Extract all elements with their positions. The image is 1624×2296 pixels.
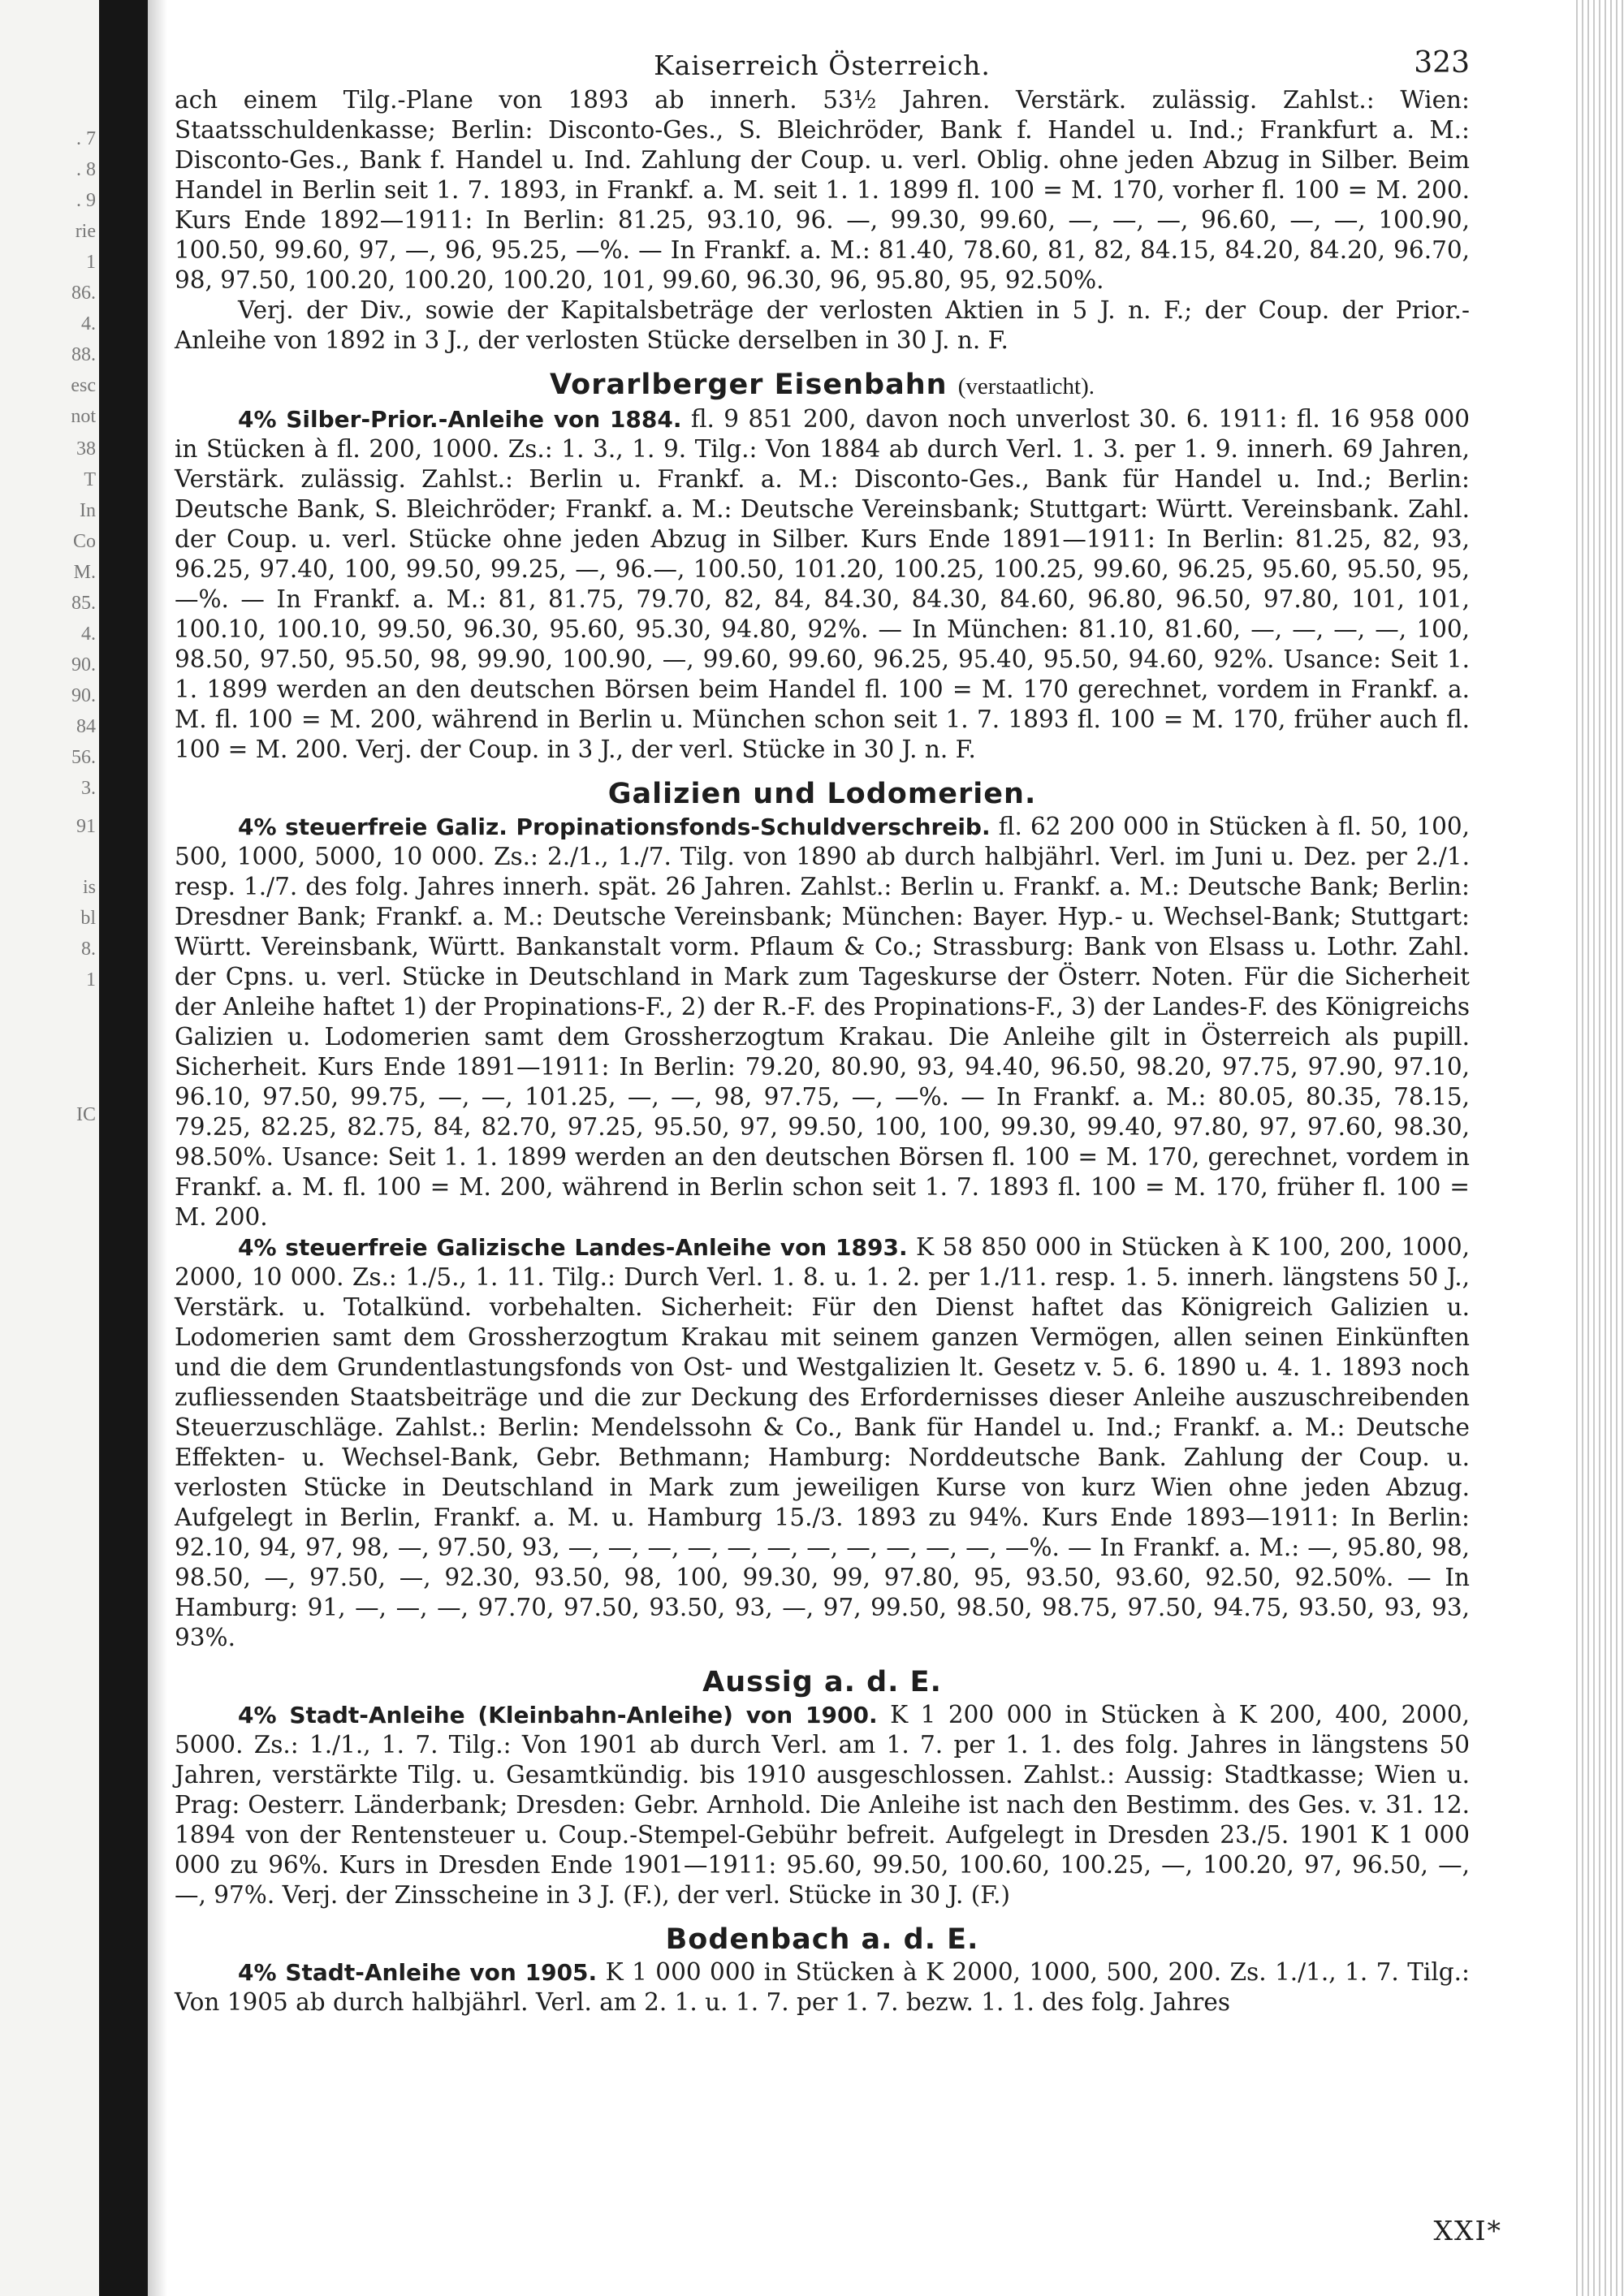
bleed-text: . 9 [76,190,96,211]
bond-title: 4% Stadt-Anleihe von 1905. [238,1959,598,1986]
body-paragraph [175,1957,1470,2018]
section-heading: Aussig a. d. E. [702,1666,942,1698]
bleed-text: 1 [86,252,96,273]
bond-title: 4% Stadt-Anleihe (Kleinbahn-Anleihe) von 1900. [238,1702,878,1728]
bleed-text: 90. [71,654,96,675]
section-heading: Bodenbach a. d. E. [665,1923,979,1956]
bleed-text: . 7 [76,128,96,149]
bond-details: fl. 9 851 200, davon noch unverlost 30. 6. 1911: fl. 16 958 000 in Stücken à fl. 200, 1000. Zs.: 1. 3., 1. 9. Tilg.: Von 1884 ab durch Verl. 1. 3. per 1. 9. innerh. 69 Jahren, Verstärk. zulässig. Zahlst.: Berlin u. Frankf. a. M.: Disconto-Ges., Bank für Handel u. Ind.; Berlin: Deutsche Bank, S. Bleichröder; Frankf. a. M.: Deutsche Vereinsbank; Stuttgart: Württ. Vereinsbank. Zahl. der Coup. u. verl. Stücke ohne jeden Abzug in Silber. Kurs Ende 1891—1911: In Berlin: 81.25, 82, 93, 96.25, 97.40, 100, 99.50, 99.25, —, 96.—, 100.50, 101.20, 100.25, 100.25, 99.60, 96.25, 95.60, 95.50, 95, —%. — In Frankf. a. M.: 81, 81.75, 79.70, 82, 84, 84.30, 84.30, 84.60, 96.80, 96.50, 97.80, 101, 101, 100.10, 100.10, 99.50, 96.30, 95.60, 95.30, 94.80, 92%. — In München: 81.10, 81.60, —, —, —, —, 100, 98.50, 97.50, 95.50, 98, 99.90, 100.90, —, 99.60, 99.60, 96.25, 95.40, 95.50, 94.60, 92%. Usance: Seit 1. 1. 1899 werden an den deutschen Börsen beim Handel fl. 100 = M. 170 gerechnet, vordem in Frankf. a. M. fl. 100 = M. 200, während in Berlin u. München schon seit 1. 7. 1893 fl. 100 = M. 170, früher auch fl. 100 = M. 200. Verj. der Coup. in 3 J., der verl. Stücke in 30 J. n. F. [175,405,1470,763]
bleed-text: 91 [76,816,96,837]
page-number: 323 [1414,46,1470,80]
body-paragraph: ach einem Tilg.-Plane von 1893 ab innerh. 53½ Jahren. Verstärk. zulässig. Zahlst.: Wien: Staatsschuldenkasse; Berlin: Disconto-Ges., S. Bleichröder, Bank f. Handel u. Ind.; Frankfurt a. M.: Disconto-Ges., Bank f. Handel u. Ind. Zahlung der Coup. u. verl. Oblig. ohne jeden Abzug in Silber. Beim Handel in Berlin seit 1. 7. 1893, in Frankf. a. M. seit 1. 1. 1899 fl. 100 = M. 170, vorher fl. 100 = M. 200. Kurs Ende 1892—1911: In Berlin: 81.25, 93.10, 96. —, 99.30, 99.60, —, —, —, 96.60, —, —, 100.90, 100.50, 99.60, 97, —, 96, 95.25, —%. — In Frankf. a. M.: 81.40, 78.60, 81, 82, 84.15, 84.20, 84.20, 96.70, 98, 97.50, 100.20, 100.20, 100.20, 101, 99.60, 96.30, 96, 95.80, 95, 92.50%. [175,86,1470,294]
bleed-text: 8. [81,939,96,960]
section-heading-text: Vorarlberger Eisenbahn [549,369,948,401]
bleed-text: Co [72,531,96,552]
bond-title: 4% Silber-Prior.-Anleihe von 1884. [238,406,682,433]
page-header [175,45,1470,85]
bond-details: K 1 200 000 in Stücken à K 200, 400, 2000, 5000. Zs.: 1./1., 1. 7. Tilg.: Von 1901 ab durch Verl. am 1. 7. per 1. 1. des folg. Jahres in längstens 50 Jahren, verstärkte Tilg. u. Gesamtkündig. bis 1910 ausgeschlossen. Zahlst.: Aussig: Stadtkasse; Wien u. Prag: Oesterr. Länderbank; Dresden: Gebr. Arnhold. Die Anleihe ist nach den Bestimm. des Ges. v. 31. 12. 1894 von der Rentensteuer u. Coup.-Stempel-Gebühr befreit. Aufgelegt in Dresden 23./5. 1901 K 1 000 000 zu 96%. Kurs in Dresden Ende 1901—1911: 95.60, 99.50, 100.60, 100.25, —, 100.20, 97, 96.50, —, —, 97%. Verj. der Zinsscheine in 3 J. (F.), der verl. Stücke in 30 J. (F.) [175,1701,1470,1909]
bleed-text: not [71,406,96,427]
bleed-text: In [80,500,96,521]
bleed-text: 84 [76,716,96,737]
bleed-text: bl [80,908,96,929]
bleed-text: 88. [71,344,96,365]
section-heading-note: (verstaatlicht). [957,373,1095,399]
entry-vorarlberger-eisenbahn [175,367,1470,765]
bleed-text: 85. [71,593,96,614]
bleed-text: M. [73,562,96,583]
body-paragraph: Verj. der Div., sowie der Kapitalsbeträge der verlosten Aktien in 5 J. n. F.; der Coup. der Prior.-Anleihe von 1892 in 3 J., der verlosten Stücke derselben in 30 J. n. F. [175,296,1470,354]
page-edge-stack [1572,0,1624,2296]
bleed-text: 86. [71,283,96,304]
book-binding-shadow [99,0,148,2296]
bond-details: fl. 62 200 000 in Stücken à fl. 50, 100, 500, 1000, 5000, 10 000. Zs.: 2./1., 1./7. Tilg. von 1890 ab durch halbjährl. Verl. im Juni u. Dez. per 2./1. resp. 1./7. des folg. Jahres innerh. spät. 26 Jahren. Zahlst.: Berlin u. Frankf. a. M.: Deutsche Bank; Berlin: Dresdner Bank; Frankf. a. M.: Deutsche Vereinsbank; München: Bayer. Hyp.- u. Wechsel-Bank; Stuttgart: Württ. Vereinsbank, Württ. Bankanstalt vorm. Pflaum & Co.; Strassburg: Bank von Elsass u. Lothr. Zahl. der Cpns. u. verl. Stücke in Deutschland in Mark zum Tageskurse der Österr. Noten. Für die Sicherheit der Anleihe haftet 1) der Propinations-F., 2) der R.-F. des Propinations-F., 3) der Landes-F. des Königreichs Galizien u. Lodomerien samt dem Grossherzogtum Krakau. Die Anleihe gilt in Österreich als pupill. Sicherheit. Kurs Ende 1891—1911: In Berlin: 79.20, 80.90, 93, 94.40, 96.50, 98.20, 97.75, 97.90, 97.10, 96.10, 97.50, 99.75, —, —, 101.25, —, —, 98, 97.75, —, —%. — In Frankf. a. M.: 80.05, 80.35, 78.15, 79.25, 82.25, 82.75, 84, 82.70, 97.25, 95.50, 97, 99.50, 100, 100, 99.30, 99.40, 97.80, 97, 97.60, 98.30, 98.50%. Usance: Seit 1. 1. 1899 werden an den deutschen Börsen fl. 100 = M. 170, gerechnet, vordem in Frankf. a. M. fl. 100 = M. 200, während in Berlin schon seit 1. 7. 1893 fl. 100 = M. 170, früher fl. 100 = M. 200. [175,813,1470,1231]
bond-title: 4% steuerfreie Galiz. Propinationsfonds-Schuldverschreib. [238,814,991,840]
entry-continuation [175,85,1470,356]
section-heading: Galizien und Lodomerien. [607,778,1037,810]
bleed-text: 1 [86,969,96,990]
printer-signature-mark: XXI* [1433,2215,1502,2246]
running-title: Kaiserreich Österreich. [654,50,991,81]
body-paragraph [175,1232,1470,1653]
bleed-text: 38 [76,438,96,460]
body-paragraph [175,404,1470,765]
bond-title: 4% steuerfreie Galizische Landes-Anleihe von 1893. [238,1234,908,1261]
bleed-text: esc [71,375,96,396]
bleed-text: IC [76,1104,96,1125]
bleed-text: 4. [81,313,96,334]
section-heading [175,367,1470,404]
body-paragraph [175,1700,1470,1910]
bond-details: K 1 000 000 in Stücken à K 2000, 1000, 500, 200. Zs. 1./1., 1. 7. Tilg.: Von 1905 ab durch halbjährl. Verl. am 2. 1. u. 1. 7. per 1. 7. bezw. 1. 1. des folg. Jahres [175,1958,1470,2016]
bleed-text: rie [75,221,96,242]
bond-details: K 58 850 000 in Stücken à K 100, 200, 1000, 2000, 10 000. Zs.: 1./5., 1. 11. Tilg.: Durch Verl. 1. 8. u. 1. 2. per 1./11. resp. 1. 5. innerh. längstens 50 J., Verstärk. u. Totalkünd. vorbehalten. Sicherheit: Für den Dienst haftet das Königreich Galizien u. Lodomerien samt dem Grossherzogtum Krakau mit seinem ganzen Vermögen, allen seinen Einkünften und die dem Grundentlastungsfonds von Ost- und Westgalizien lt. Gesetz v. 5. 6. 1890 u. 4. 1. 1893 noch zufliessenden Staatsbeiträge und die zur Deckung des Erfordernisses dieser Anleihe auszuschreibenden Steuerzuschläge. Zahlst.: Berlin: Mendelssohn & Co., Bank für Handel u. Ind.; Frankf. a. M.: Deutsche Effekten- u. Wechsel-Bank, Gebr. Bethmann; Hamburg: Norddeutsche Bank. Zahlung der Coup. u. verlosten Stücke in Deutschland in Mark zum jeweiligen Kurse von kurz Wien ohne jeden Abzug. Aufgelegt in Berlin, Frankf. a. M. u. Hamburg 15./3. 1893 zu 94%. Kurs Ende 1893—1911: In Berlin: 92.10, 94, 97, 98, —, 97.50, 93, —, —, —, —, —, —, —, —, —, —, —, —%. — In Frankf. a. M.: —, 95.80, 98, 98.50, —, 97.50, —, 92.30, 93.50, 98, 100, 99.30, 99, 97.80, 95, 93.50, 93.60, 92.50, 92.50%. — In Hamburg: 91, —, —, —, 97.70, 97.50, 93.50, 93, —, 97, 99.50, 98.50, 98.75, 97.50, 94.75, 93.50, 93, 93, 93%. [175,1233,1470,1651]
bleed-text: T [84,469,96,490]
bleed-text: is [82,877,96,898]
entry-galizien-lodomerien [175,776,1470,1653]
entry-aussig [175,1664,1470,1910]
left-page-margin [0,0,99,2296]
page-gutter [148,0,167,2296]
bleed-text: 3. [81,778,96,799]
document-page [175,45,1470,2269]
entry-bodenbach [175,1922,1470,2018]
bleed-text: 90. [71,685,96,706]
bleed-text: 4. [81,624,96,645]
body-paragraph [175,812,1470,1232]
bleed-text: 56. [71,747,96,768]
bleed-text: . 8 [76,159,96,180]
